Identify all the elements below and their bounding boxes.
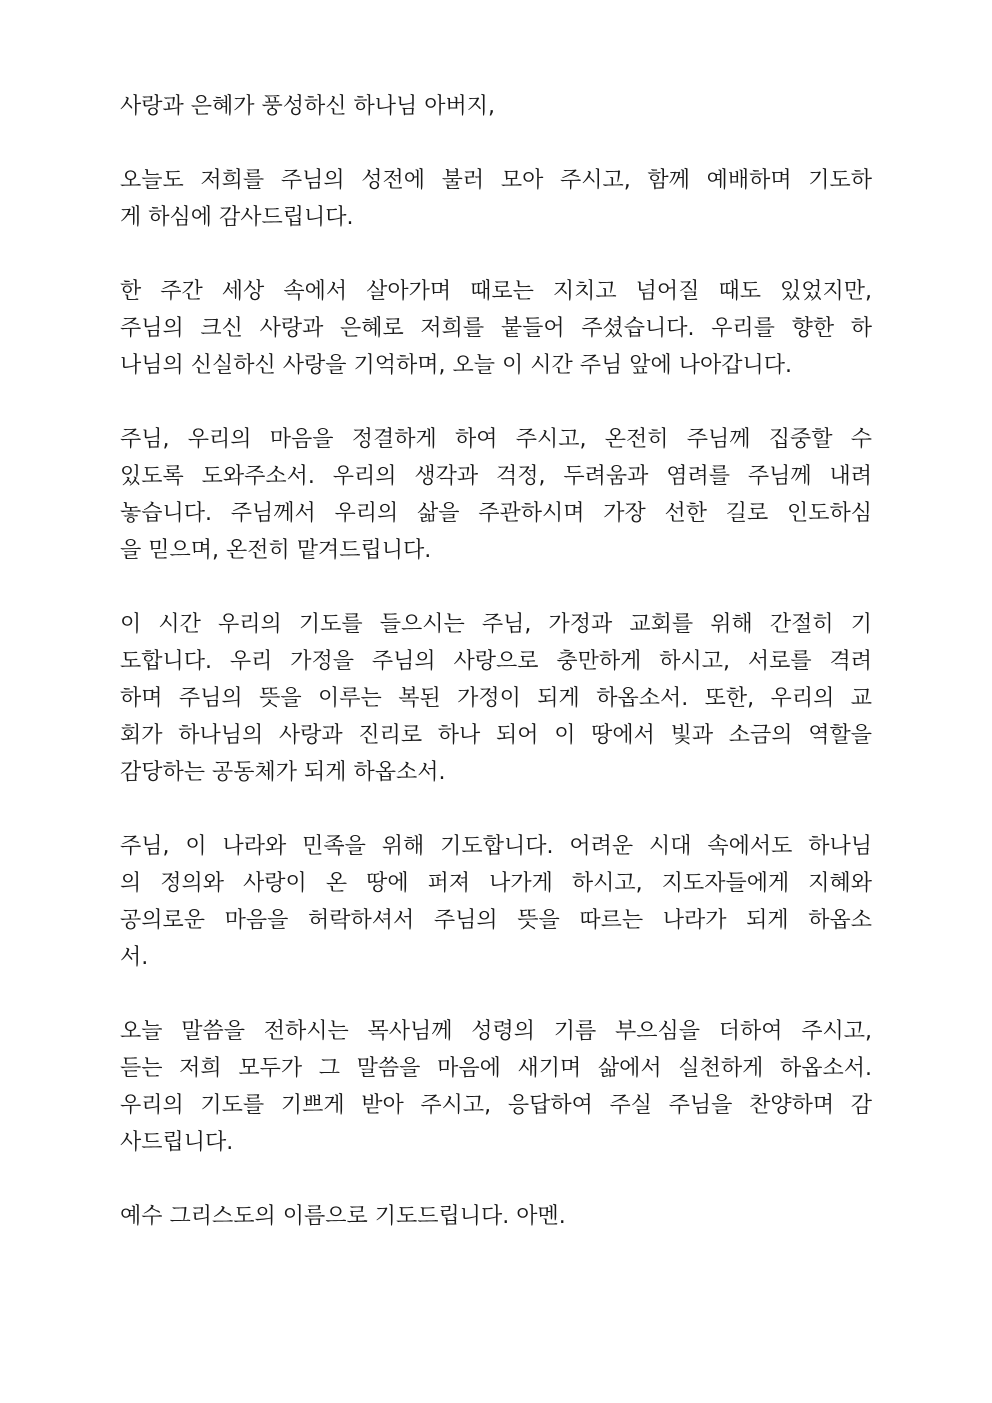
text-line: 예수 그리스도의 이름으로 기도드립니다. 아멘. — [120, 1204, 566, 1229]
text-line: 주님의 크신 사랑과 은혜로 저희를 붙들어 주셨습니다. 우리를 향한 하 — [120, 316, 872, 341]
paragraph-closing — [120, 1198, 872, 1235]
text-line: 주님, 우리의 마음을 정결하게 하여 주시고, 온전히 주님께 집중할 수 — [120, 427, 872, 452]
text-line: 게 하심에 감사드립니다. — [120, 205, 354, 230]
text-line: 사랑과 은혜가 풍성하신 하나님 아버지, — [120, 94, 495, 119]
text-line: 놓습니다. 주님께서 우리의 삶을 주관하시며 가장 선한 길로 인도하심 — [120, 501, 872, 526]
text-line: 나님의 신실하신 사랑을 기억하며, 오늘 이 시간 주님 앞에 나아갑니다. — [120, 353, 792, 378]
text-line: 오늘도 저희를 주님의 성전에 불러 모아 주시고, 함께 예배하며 기도하 — [120, 168, 872, 193]
paragraph-thanksgiving — [120, 162, 872, 236]
paragraph-week-reflection — [120, 273, 872, 384]
paragraph-invocation — [120, 88, 872, 125]
text-line: 있도록 도와주소서. 우리의 생각과 걱정, 두려움과 염려를 주님께 내려 — [120, 464, 872, 489]
text-line: 하며 주님의 뜻을 이루는 복된 가정이 되게 하옵소서. 또한, 우리의 교 — [120, 686, 872, 711]
text-line: 의 정의와 사랑이 온 땅에 퍼져 나가게 하시고, 지도자들에게 지혜와 — [120, 871, 872, 896]
paragraph-nation — [120, 828, 872, 976]
text-line: 듣는 저희 모두가 그 말씀을 마음에 새기며 삶에서 실천하게 하옵소서. — [120, 1056, 872, 1081]
text-line: 우리의 기도를 기쁘게 받아 주시고, 응답하여 주실 주님을 찬양하며 감 — [120, 1093, 872, 1118]
text-line: 회가 하나님의 사랑과 진리로 하나 되어 이 땅에서 빛과 소금의 역할을 — [120, 723, 872, 748]
text-line: 이 시간 우리의 기도를 들으시는 주님, 가정과 교회를 위해 간절히 기 — [120, 612, 872, 637]
text-line: 서. — [120, 945, 149, 970]
text-line: 주님, 이 나라와 민족을 위해 기도합니다. 어려운 시대 속에서도 하나님 — [120, 834, 872, 859]
prayer-text — [120, 88, 872, 1272]
paragraph-purify-heart — [120, 421, 872, 569]
text-line: 감당하는 공동체가 되게 하옵소서. — [120, 760, 446, 785]
text-line: 한 주간 세상 속에서 살아가며 때로는 지치고 넘어질 때도 있었지만, — [120, 279, 872, 304]
text-line: 공의로운 마음을 허락하셔서 주님의 뜻을 따르는 나라가 되게 하옵소 — [120, 908, 872, 933]
text-line: 사드립니다. — [120, 1130, 234, 1155]
paragraph-sermon — [120, 1013, 872, 1161]
text-line: 을 믿으며, 온전히 맡겨드립니다. — [120, 538, 432, 563]
text-line: 도합니다. 우리 가정을 주님의 사랑으로 충만하게 하시고, 서로를 격려 — [120, 649, 872, 674]
text-line: 오늘 말씀을 전하시는 목사님께 성령의 기름 부으심을 더하여 주시고, — [120, 1019, 872, 1044]
paragraph-family-church — [120, 606, 872, 791]
